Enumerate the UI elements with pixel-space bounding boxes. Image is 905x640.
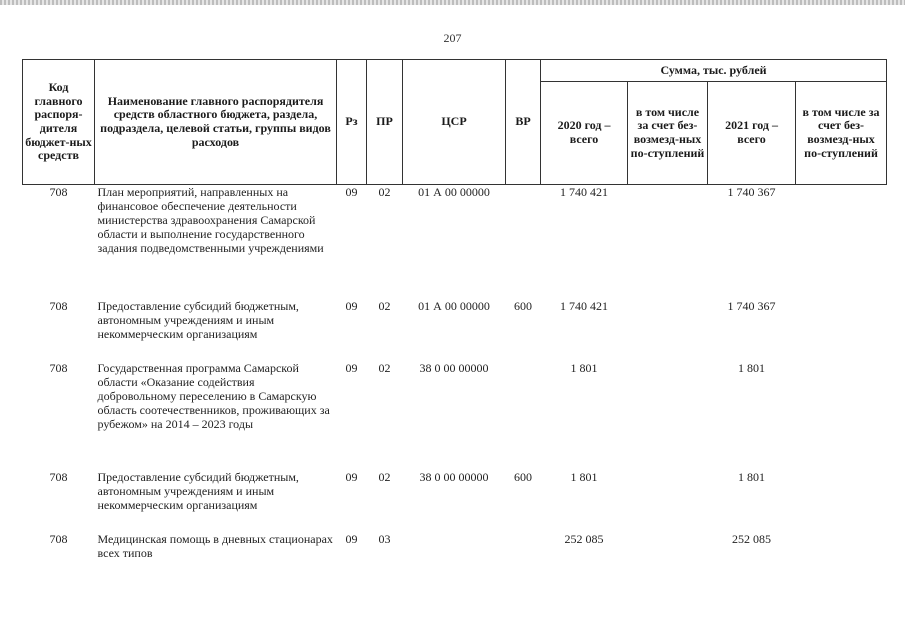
header-vr: ВР [506,60,541,185]
header-2021-incl: в том числе за счет без-возмезд-ных по-ступлений [796,82,887,185]
header-csr: ЦСР [403,60,506,185]
cell-pr: 02 [378,470,391,484]
cell-name: Предоставление субсидий бюджетным, автономным учреждениям и иным некоммерческим организациям [97,299,299,341]
cell-2020-incl [628,185,708,300]
cell-2021-total: 1 801 [738,361,765,375]
cell-pr: 02 [378,361,391,375]
page-number: 207 [443,31,462,45]
cell-csr: 38 0 00 00000 [419,470,489,484]
cell-2021-total: 1 740 367 [727,185,776,199]
cell-code: 708 [49,361,68,375]
cell-2021-incl [796,361,887,470]
cell-rz: 09 [345,532,358,546]
cell-csr [403,532,506,576]
cell-csr: 38 0 00 00000 [419,361,489,375]
cell-2020-total: 1 740 421 [560,299,608,313]
cell-2021-total: 1 801 [738,470,765,484]
cell-2020-total: 1 740 421 [560,185,608,199]
cell-2021-total: 252 085 [732,532,771,546]
table-row [23,361,887,470]
header-rz: Рз [337,60,367,185]
cell-2020-incl [628,299,708,361]
cell-pr: 02 [378,299,391,313]
cell-2020-total: 1 801 [570,361,598,375]
header-2020-incl: в том числе за счет без-возмезд-ных по-ступлений [628,82,708,185]
header-2020-total: 2020 год – всего [541,82,628,185]
cell-name: Медицинская помощь в дневных стационарах всех типов [97,532,333,560]
header-2021-total: 2021 год – всего [708,82,796,185]
scan-top-border [0,0,905,5]
table-row [23,299,887,361]
table-header [23,60,887,185]
cell-pr: 03 [378,532,391,546]
cell-2021-incl [796,470,887,532]
table-row [23,532,887,576]
cell-vr: 600 [514,299,532,313]
cell-name: Предоставление субсидий бюджетным, автономным учреждениям и иным некоммерческим организациям [97,470,299,512]
cell-vr [506,532,541,576]
cell-rz: 09 [345,361,358,375]
cell-2021-total: 1 740 367 [727,299,776,313]
cell-csr: 01 А 00 00000 [418,299,490,313]
cell-code: 708 [49,470,68,484]
cell-2020-incl [628,361,708,470]
header-pr: ПР [367,60,403,185]
cell-rz: 09 [345,470,358,484]
cell-code: 708 [49,299,68,313]
cell-code: 708 [49,185,68,199]
cell-2021-incl [796,185,887,300]
header-sum-group: Сумма, тыс. рублей [541,60,887,82]
table-body [23,185,887,577]
cell-2021-incl [796,299,887,361]
cell-rz: 09 [345,299,358,313]
cell-name: Государственная программа Самарской области «Оказание содействия добровольному переселению в Самарскую область соотечественников, проживающих за рубежом» на 2014 – 2023 годы [97,361,330,431]
budget-table [22,59,887,576]
cell-csr: 01 А 00 00000 [418,185,490,199]
cell-2020-incl [628,532,708,576]
cell-vr: 600 [514,470,532,484]
header-name: Наименование главного распорядителя средств областного бюджета, раздела, подраздела, целевой статьи, группы видов расходов [95,60,337,185]
cell-vr [506,185,541,300]
cell-pr: 02 [378,185,391,199]
cell-code: 708 [49,532,68,546]
table-row [23,185,887,300]
header-code: Код главного распоря-дителя бюджет-ных средств [23,60,95,185]
cell-2020-incl [628,470,708,532]
cell-2020-total: 1 801 [570,470,598,484]
table-row [23,470,887,532]
cell-2020-total: 252 085 [564,532,604,546]
cell-vr [506,361,541,470]
cell-2021-incl [796,532,887,576]
cell-rz: 09 [345,185,358,199]
cell-name: План мероприятий, направленных на финансовое обеспечение деятельности министерства здравоохранения Самарской области и выполнение государственного задания подведомственными учреждениями [97,185,324,255]
